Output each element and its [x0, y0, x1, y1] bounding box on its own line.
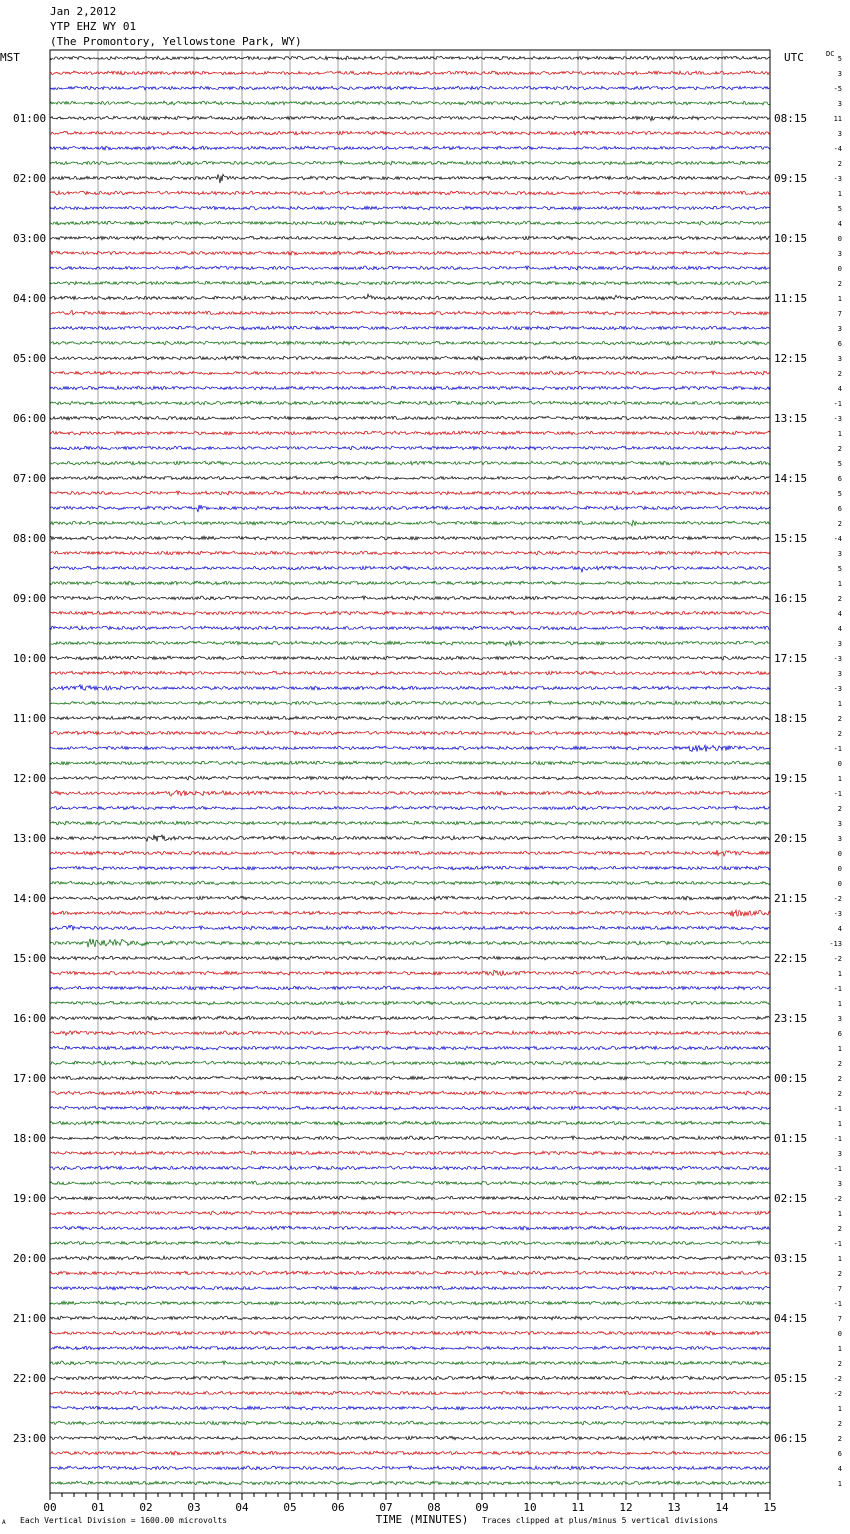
dc-offset-label: -2 [833, 1195, 842, 1203]
dc-offset-label: 2 [837, 1075, 842, 1083]
dc-offset-label: 3 [837, 835, 842, 843]
dc-offset-label: 0 [837, 1330, 842, 1338]
dc-offset-label: 0 [837, 265, 842, 273]
dc-offset-label: 2 [837, 280, 842, 288]
mst-hour-label: 02:00 [13, 172, 47, 185]
utc-hour-label: 08:15 [774, 112, 808, 125]
trace-line [50, 1406, 770, 1410]
trace-line [50, 191, 770, 195]
trace-line [50, 1451, 770, 1455]
trace-line [50, 1256, 770, 1260]
trace-line [50, 1196, 770, 1200]
dc-offset-label: 2 [837, 520, 842, 528]
trace-line [50, 1361, 770, 1365]
vertical-gridlines [50, 50, 770, 1493]
dc-offset-label: 2 [837, 1420, 842, 1428]
trace-line [50, 416, 770, 420]
dc-offset-label: 4 [837, 385, 842, 393]
dc-offset-label: 4 [837, 925, 842, 933]
dc-offset-label: 0 [837, 850, 842, 858]
trace-line [50, 731, 770, 735]
x-axis-ticks [43, 1493, 776, 1514]
mst-hour-label: 13:00 [13, 832, 47, 845]
trace-line [50, 221, 770, 225]
trace-line [50, 1376, 770, 1380]
trace-line [50, 1436, 770, 1440]
dc-offset-label: -1 [833, 1300, 842, 1308]
dc-offset-label: -1 [833, 1105, 842, 1113]
mst-hour-label: 08:00 [13, 532, 47, 545]
utc-hour-label: 09:15 [774, 172, 808, 185]
dc-offset-label: 6 [837, 475, 842, 483]
dc-offset-label: 5 [837, 565, 842, 573]
trace-line [50, 371, 770, 375]
x-tick-label: 04 [235, 1501, 249, 1514]
utc-hour-label: 05:15 [774, 1372, 808, 1385]
trace-line [50, 294, 770, 300]
clip-note: Traces clipped at plus/minus 5 vertical divisions [482, 1516, 719, 1525]
utc-hour-label: 04:15 [774, 1312, 808, 1325]
dc-offset-label: -3 [833, 175, 842, 183]
trace-line [50, 1391, 770, 1395]
utc-hour-label: 02:15 [774, 1192, 808, 1205]
dc-offset-label: 6 [837, 340, 842, 348]
utc-hour-label: 22:15 [774, 952, 808, 965]
mst-hour-label: 19:00 [13, 1192, 47, 1205]
trace-line [50, 1151, 770, 1155]
mst-hour-label: 12:00 [13, 772, 47, 785]
dc-offset-label: 7 [837, 1315, 842, 1323]
trace-line [50, 835, 770, 842]
x-tick-label: 15 [763, 1501, 777, 1514]
dc-offset-label: -1 [833, 1135, 842, 1143]
trace-line [50, 1046, 770, 1050]
dc-offset-label: 2 [837, 1435, 842, 1443]
mst-hour-label: 14:00 [13, 892, 47, 905]
trace-line [50, 101, 770, 105]
utc-hour-label: 23:15 [774, 1012, 808, 1025]
mst-hour-label: 16:00 [13, 1012, 47, 1025]
trace-line [50, 86, 770, 90]
dc-offset-label: 4 [837, 610, 842, 618]
utc-axis-label: UTC [784, 51, 804, 64]
trace-line [50, 131, 770, 135]
dc-offset-label: 5 [837, 205, 842, 213]
trace-line [50, 1136, 770, 1140]
trace-line [50, 1331, 770, 1335]
trace-line [50, 1001, 770, 1005]
mst-hour-label: 20:00 [13, 1252, 47, 1265]
trace-line [50, 71, 770, 75]
dc-offset-label: 3 [837, 325, 842, 333]
utc-hour-label: 15:15 [774, 532, 808, 545]
trace-line [50, 716, 770, 720]
x-tick-label: 05 [283, 1501, 297, 1514]
trace-line [50, 1031, 770, 1035]
mst-hour-label: 06:00 [13, 412, 47, 425]
trace-line [50, 1241, 770, 1245]
mst-hour-label: 01:00 [13, 112, 47, 125]
trace-line [50, 881, 770, 885]
x-axis-title: TIME (MINUTES) [375, 1513, 469, 1526]
mst-hour-label: 04:00 [13, 292, 47, 305]
dc-offset-label: -1 [833, 1240, 842, 1248]
dc-offset-label: 2 [837, 370, 842, 378]
trace-line [50, 1346, 770, 1350]
mst-axis-label: MST [0, 51, 20, 64]
trace-line [50, 761, 770, 765]
dc-offset-label: -1 [833, 1165, 842, 1173]
trace-line [50, 566, 770, 572]
dc-offset-label: 2 [837, 1090, 842, 1098]
trace-line [50, 386, 770, 390]
trace-line [50, 1181, 770, 1185]
dc-offset-label: 2 [837, 160, 842, 168]
trace-line [50, 266, 770, 270]
trace-line [50, 1211, 770, 1215]
mst-hour-label: 03:00 [13, 232, 47, 245]
station-location: (The Promontory, Yellowstone Park, WY) [50, 35, 302, 48]
trace-line [50, 146, 770, 150]
trace-line [50, 821, 770, 825]
dc-offset-label: 0 [837, 880, 842, 888]
dc-offset-label: 4 [837, 625, 842, 633]
x-tick-label: 12 [619, 1501, 633, 1514]
trace-line [50, 431, 770, 435]
plot-date: Jan 2,2012 [50, 5, 117, 18]
trace-line [50, 281, 770, 285]
mst-hour-label: 11:00 [13, 712, 47, 725]
dc-offset-label: 6 [837, 1030, 842, 1038]
dc-offset-label: 1 [837, 1045, 842, 1053]
dc-offset-label: 2 [837, 730, 842, 738]
trace-line [50, 671, 770, 675]
dc-offset-label: 1 [837, 1000, 842, 1008]
trace-line [50, 939, 770, 948]
x-tick-label: 03 [187, 1501, 201, 1514]
trace-line [50, 986, 770, 990]
corner-mark: A [2, 1519, 6, 1526]
mst-hour-label: 07:00 [13, 472, 47, 485]
trace-line [50, 476, 770, 480]
trace-line [50, 1301, 770, 1305]
dc-column-label: DC [826, 50, 835, 58]
dc-offset-label: -2 [833, 955, 842, 963]
utc-hour-label: 20:15 [774, 832, 808, 845]
dc-offset-label: 3 [837, 640, 842, 648]
dc-offset-label: 3 [837, 670, 842, 678]
utc-hour-label: 03:15 [774, 1252, 808, 1265]
dc-offset-label: -1 [833, 985, 842, 993]
trace-line [50, 685, 770, 691]
trace-line [50, 356, 770, 360]
dc-offset-label: 4 [837, 220, 842, 228]
scale-note: Each Vertical Division = 1600.00 microvolts [20, 1516, 228, 1525]
trace-line [50, 1466, 770, 1470]
dc-offset-label: 3 [837, 550, 842, 558]
dc-offset-label: 5 [837, 460, 842, 468]
x-tick-label: 00 [43, 1501, 57, 1514]
dc-offset-label: 3 [837, 1180, 842, 1188]
mst-hour-label: 05:00 [13, 352, 47, 365]
dc-offset-label: 3 [837, 250, 842, 258]
trace-line [50, 56, 770, 60]
trace-line [50, 536, 770, 540]
x-tick-label: 11 [571, 1501, 585, 1514]
x-tick-label: 14 [715, 1501, 729, 1514]
trace-line [50, 1166, 770, 1170]
dc-offset-label: 3 [837, 70, 842, 78]
trace-line [50, 491, 770, 495]
dc-offset-label: -2 [833, 1390, 842, 1398]
dc-offset-label: 1 [837, 1120, 842, 1128]
trace-line [50, 174, 770, 183]
dc-offset-label: 4 [837, 1465, 842, 1473]
trace-line [50, 1016, 770, 1020]
trace-line [50, 206, 770, 210]
trace-line [50, 326, 770, 330]
dc-offset-label: 2 [837, 1060, 842, 1068]
x-tick-label: 13 [667, 1501, 681, 1514]
utc-hour-label: 14:15 [774, 472, 808, 485]
trace-line [50, 161, 770, 165]
dc-offset-label: 1 [837, 700, 842, 708]
utc-hour-label: 13:15 [774, 412, 808, 425]
dc-offset-label: 2 [837, 1225, 842, 1233]
dc-offset-label: 6 [837, 505, 842, 513]
trace-line [50, 611, 770, 615]
utc-hour-label: 11:15 [774, 292, 808, 305]
dc-offset-label: -1 [833, 790, 842, 798]
trace-line [50, 745, 770, 752]
mst-hour-label: 21:00 [13, 1312, 47, 1325]
trace-line [50, 776, 770, 780]
trace-line [50, 656, 770, 660]
dc-offset-label: 7 [837, 310, 842, 318]
seismic-traces [50, 56, 770, 1485]
dc-offset-label: 3 [837, 130, 842, 138]
dc-offset-label: 5 [837, 490, 842, 498]
utc-hour-label: 17:15 [774, 652, 808, 665]
trace-line [50, 461, 770, 465]
trace-line [50, 551, 770, 555]
mst-hour-label: 15:00 [13, 952, 47, 965]
dc-offset-label: 2 [837, 1270, 842, 1278]
dc-offset-label: 0 [837, 865, 842, 873]
utc-hour-label: 01:15 [774, 1132, 808, 1145]
trace-line [50, 896, 770, 900]
trace-line [50, 520, 770, 525]
mst-hour-label: 10:00 [13, 652, 47, 665]
trace-line [50, 1421, 770, 1425]
dc-offset-label: -1 [833, 400, 842, 408]
station-code: YTP EHZ WY 01 [50, 20, 137, 33]
trace-line [50, 116, 770, 121]
x-tick-label: 06 [331, 1501, 345, 1514]
dc-offset-label: 2 [837, 805, 842, 813]
dc-offset-label: 3 [837, 100, 842, 108]
dc-offset-label: -13 [829, 940, 842, 948]
x-tick-label: 09 [475, 1501, 489, 1514]
trace-line [50, 1121, 770, 1125]
dc-offset-label: 2 [837, 445, 842, 453]
trace-line [50, 310, 770, 315]
dc-offset-label: 7 [837, 1285, 842, 1293]
trace-line [50, 236, 770, 240]
trace-line [50, 970, 770, 975]
dc-offset-label: 5 [837, 55, 842, 63]
trace-line [50, 866, 770, 870]
dc-offset-label: -4 [833, 535, 842, 543]
utc-hour-label: 18:15 [774, 712, 808, 725]
dc-offset-label: 1 [837, 970, 842, 978]
dc-offset-label: 3 [837, 1015, 842, 1023]
trace-line [50, 641, 770, 646]
trace-line [50, 401, 770, 405]
x-tick-label: 02 [139, 1501, 153, 1514]
dc-offset-label: 2 [837, 1360, 842, 1368]
trace-line [50, 1226, 770, 1230]
trace-line [50, 850, 770, 856]
mst-hour-label: 09:00 [13, 592, 47, 605]
trace-line [50, 701, 770, 705]
dc-offset-label: -1 [833, 745, 842, 753]
trace-line [50, 910, 770, 917]
trace-line [50, 790, 770, 796]
dc-offset-label: 1 [837, 190, 842, 198]
x-tick-label: 10 [523, 1501, 537, 1514]
dc-offset-label: 1 [837, 295, 842, 303]
mst-hour-label: 22:00 [13, 1372, 47, 1385]
trace-line [50, 596, 770, 600]
dc-offset-label: 3 [837, 820, 842, 828]
mst-hour-label: 23:00 [13, 1432, 47, 1445]
utc-hour-label: 19:15 [774, 772, 808, 785]
trace-line [50, 1286, 770, 1290]
trace-line [50, 1271, 770, 1275]
dc-offset-label: 2 [837, 595, 842, 603]
mst-hour-label: 18:00 [13, 1132, 47, 1145]
dc-offset-label: -4 [833, 145, 842, 153]
dc-offset-label: 1 [837, 1210, 842, 1218]
trace-line [50, 925, 770, 930]
trace-line [50, 626, 770, 630]
dc-offset-label: -3 [833, 910, 842, 918]
dc-offset-label: 1 [837, 775, 842, 783]
dc-offset-label: 1 [837, 1345, 842, 1353]
trace-line [50, 446, 770, 450]
x-tick-label: 07 [379, 1501, 393, 1514]
dc-offset-label: -3 [833, 685, 842, 693]
dc-offset-label: 1 [837, 1255, 842, 1263]
trace-line [50, 1076, 770, 1080]
utc-hour-label: 12:15 [774, 352, 808, 365]
dc-offset-label: 0 [837, 760, 842, 768]
trace-line [50, 806, 770, 810]
dc-offset-label: 3 [837, 1150, 842, 1158]
x-tick-label: 01 [91, 1501, 105, 1514]
utc-hour-label: 06:15 [774, 1432, 808, 1445]
dc-offset-label: 3 [837, 355, 842, 363]
dc-offset-label: -5 [833, 85, 842, 93]
dc-offset-label: -2 [833, 1375, 842, 1383]
dc-offset-label: 2 [837, 715, 842, 723]
mst-hour-label: 17:00 [13, 1072, 47, 1085]
dc-offset-label: -2 [833, 895, 842, 903]
utc-hour-label: 10:15 [774, 232, 808, 245]
trace-line [50, 505, 770, 512]
dc-offset-label: -3 [833, 655, 842, 663]
plot-frame [50, 50, 770, 1493]
trace-line [50, 1091, 770, 1095]
trace-line [50, 581, 770, 585]
trace-line [50, 1481, 770, 1485]
trace-line [50, 251, 770, 255]
dc-offset-label: 6 [837, 1450, 842, 1458]
trace-line [50, 1316, 770, 1320]
dc-offset-label: -3 [833, 415, 842, 423]
utc-hour-label: 00:15 [774, 1072, 808, 1085]
dc-offset-label: 1 [837, 430, 842, 438]
trace-line [50, 1106, 770, 1110]
dc-offset-label: 0 [837, 235, 842, 243]
trace-line [50, 341, 770, 345]
dc-offset-label: 1 [837, 580, 842, 588]
utc-hour-label: 21:15 [774, 892, 808, 905]
dc-offset-label: 1 [837, 1405, 842, 1413]
trace-line [50, 1061, 770, 1065]
trace-line [50, 956, 770, 960]
dc-offset-label: 1 [837, 1480, 842, 1488]
dc-offset-label: 11 [833, 115, 842, 123]
x-tick-label: 08 [427, 1501, 441, 1514]
utc-hour-label: 16:15 [774, 592, 808, 605]
